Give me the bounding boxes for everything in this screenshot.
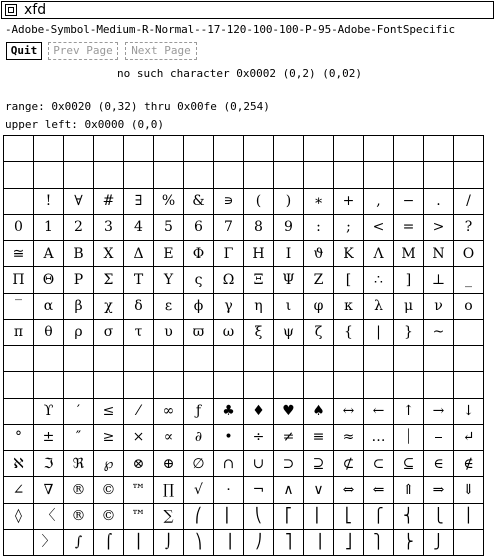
glyph-cell[interactable]: 3 [94, 215, 124, 241]
glyph-cell[interactable]: Χ [94, 241, 124, 267]
glyph-cell[interactable] [94, 372, 124, 398]
glyph-cell[interactable] [64, 372, 94, 398]
glyph-cell[interactable]: ¬ [244, 477, 274, 503]
glyph-cell[interactable]: ↓ [454, 399, 484, 425]
glyph-cell[interactable] [4, 399, 34, 425]
glyph-cell[interactable]: τ [124, 320, 154, 346]
glyph-cell[interactable]: ⎭ [424, 530, 454, 556]
glyph-cell[interactable]: θ [34, 320, 64, 346]
glyph-cell[interactable] [394, 372, 424, 398]
glyph-cell[interactable] [304, 136, 334, 162]
font-name-label: -Adobe-Symbol-Medium-R-Normal--17-120-100-100-P-95-Adobe-FontSpecific [5, 23, 456, 36]
glyph-cell[interactable]: / [454, 189, 484, 215]
glyph-cell[interactable]: 5 [154, 215, 184, 241]
glyph-cell[interactable]: Υ [154, 267, 184, 293]
glyph-cell[interactable] [64, 346, 94, 372]
glyph-cell[interactable] [214, 346, 244, 372]
glyph-cell[interactable]: ⎣ [334, 504, 364, 530]
glyph-cell[interactable]: ! [34, 189, 64, 215]
glyph-cell[interactable]: ~ [424, 320, 454, 346]
glyph-cell[interactable]: ν [424, 294, 454, 320]
glyph-cell[interactable]: δ [124, 294, 154, 320]
glyph-cell[interactable]: ⌠ [94, 530, 124, 556]
glyph-cell[interactable]: × [124, 425, 154, 451]
glyph-cell[interactable] [124, 372, 154, 398]
glyph-cell[interactable]: ± [34, 425, 64, 451]
glyph-cell[interactable] [4, 530, 34, 556]
glyph-cell[interactable]: 6 [184, 215, 214, 241]
glyph-cell[interactable]: ⏐ [394, 425, 424, 451]
glyph-cell[interactable]: ⁄ [124, 399, 154, 425]
glyph-cell[interactable]: ∅ [184, 451, 214, 477]
glyph-cell[interactable]: Η [244, 241, 274, 267]
glyph-cell[interactable] [454, 136, 484, 162]
glyph-cell[interactable]: ϕ [184, 294, 214, 320]
glyph-cell[interactable]: μ [394, 294, 424, 320]
glyph-cell[interactable]: Π [4, 267, 34, 293]
glyph-cell[interactable]: ζ [304, 320, 334, 346]
glyph-cell[interactable]: ∍ [214, 189, 244, 215]
glyph-cell[interactable]: 8 [244, 215, 274, 241]
glyph-cell[interactable]: ™ [124, 477, 154, 503]
glyph-cell[interactable]: > [424, 215, 454, 241]
glyph-cell[interactable]: ϖ [184, 320, 214, 346]
glyph-cell[interactable]: ⊇ [304, 451, 334, 477]
glyph-cell[interactable] [454, 530, 484, 556]
glyph-cell[interactable] [94, 162, 124, 188]
glyph-cell[interactable]: ⎤ [274, 530, 304, 556]
glyph-cell[interactable] [94, 346, 124, 372]
glyph-cell[interactable]: Ψ [274, 267, 304, 293]
glyph-cell[interactable] [424, 162, 454, 188]
glyph-cell[interactable] [4, 372, 34, 398]
glyph-cell[interactable]: Δ [124, 241, 154, 267]
glyph-cell[interactable]: ϑ [304, 241, 334, 267]
glyph-cell[interactable] [244, 162, 274, 188]
glyph-cell[interactable] [4, 136, 34, 162]
glyph-cell[interactable]: ⎥ [304, 530, 334, 556]
glyph-cell[interactable]: ⎫ [364, 530, 394, 556]
glyph-cell[interactable]: ⎡ [274, 504, 304, 530]
range-label: range: 0x0020 (0,32) thru 0x00fe (0,254) [5, 100, 270, 113]
prev-page-button[interactable]: Prev Page [48, 42, 118, 60]
glyph-cell[interactable]: … [364, 425, 394, 451]
glyph-cell[interactable] [154, 136, 184, 162]
glyph-cell[interactable]: ″ [64, 425, 94, 451]
glyph-cell[interactable]: Τ [124, 267, 154, 293]
glyph-cell[interactable]: ; [334, 215, 364, 241]
glyph-cell[interactable]: ◊ [4, 504, 34, 530]
glyph-cell[interactable]: ξ [244, 320, 274, 346]
glyph-cell[interactable]: Φ [184, 241, 214, 267]
glyph-cell[interactable] [304, 372, 334, 398]
glyph-cell[interactable] [34, 346, 64, 372]
glyph-cell[interactable]: ⌡ [154, 530, 184, 556]
glyph-cell[interactable]: σ [94, 320, 124, 346]
glyph-cell[interactable]: ♣ [214, 399, 244, 425]
glyph-cell[interactable]: & [184, 189, 214, 215]
glyph-cell[interactable]: ∈ [424, 451, 454, 477]
glyph-cell[interactable] [184, 372, 214, 398]
glyph-cell[interactable]: Θ [34, 267, 64, 293]
glyph-cell[interactable] [154, 372, 184, 398]
glyph-cell[interactable] [184, 346, 214, 372]
glyph-cell[interactable]: ⇐ [364, 477, 394, 503]
glyph-cell[interactable] [4, 346, 34, 372]
glyph-cell[interactable] [4, 162, 34, 188]
glyph-cell[interactable]: ℘ [94, 451, 124, 477]
glyph-cell[interactable]: ℜ [64, 451, 94, 477]
glyph-cell[interactable]: Ι [274, 241, 304, 267]
glyph-cell[interactable]: 2 [64, 215, 94, 241]
glyph-cell[interactable] [274, 162, 304, 188]
glyph-cell[interactable]: ≈ [334, 425, 364, 451]
glyph-cell[interactable] [394, 162, 424, 188]
glyph-cell[interactable] [34, 162, 64, 188]
glyph-cell[interactable]: ρ [64, 320, 94, 346]
glyph-cell[interactable]: ⎦ [334, 530, 364, 556]
glyph-cell[interactable]: ς [184, 267, 214, 293]
glyph-cell[interactable]: ↑ [394, 399, 424, 425]
glyph-cell[interactable]: ∝ [154, 425, 184, 451]
glyph-cell[interactable]: ⇑ [394, 477, 424, 503]
glyph-cell[interactable] [94, 136, 124, 162]
glyph-cell[interactable] [214, 136, 244, 162]
glyph-cell[interactable]: Α [34, 241, 64, 267]
glyph-cell[interactable]: Ω [214, 267, 244, 293]
glyph-cell[interactable]: ∃ [124, 189, 154, 215]
glyph-cell[interactable]: α [34, 294, 64, 320]
glyph-cell[interactable]: ⇓ [454, 477, 484, 503]
glyph-cell[interactable]: ⊃ [274, 451, 304, 477]
glyph-cell[interactable]: ↵ [454, 425, 484, 451]
glyph-cell[interactable] [214, 372, 244, 398]
glyph-cell[interactable]: ⊗ [124, 451, 154, 477]
glyph-cell[interactable]: ⎢ [304, 504, 334, 530]
glyph-cell[interactable]: + [334, 189, 364, 215]
glyph-cell[interactable] [124, 346, 154, 372]
glyph-cell[interactable]: Ε [154, 241, 184, 267]
glyph-cell[interactable] [364, 162, 394, 188]
glyph-cell[interactable]: β [64, 294, 94, 320]
glyph-cell[interactable]: Ο [454, 241, 484, 267]
glyph-cell[interactable]: ι [274, 294, 304, 320]
glyph-cell[interactable]: ⎜ [214, 504, 244, 530]
glyph-cell[interactable]: ♠ [304, 399, 334, 425]
glyph-cell[interactable]: ∞ [154, 399, 184, 425]
glyph-cell[interactable]: Ν [424, 241, 454, 267]
glyph-cell[interactable]: # [94, 189, 124, 215]
glyph-cell[interactable] [124, 162, 154, 188]
glyph-cell[interactable] [4, 189, 34, 215]
glyph-cell[interactable]: ≅ [4, 241, 34, 267]
glyph-cell[interactable]: < [364, 215, 394, 241]
glyph-cell[interactable] [274, 346, 304, 372]
title-bar[interactable] [1, 1, 494, 19]
glyph-cell[interactable]: ∏ [154, 477, 184, 503]
glyph-cell[interactable]: ≤ [94, 399, 124, 425]
glyph-cell[interactable]: _ [454, 267, 484, 293]
glyph-cell[interactable]: ∗ [304, 189, 334, 215]
glyph-cell[interactable] [304, 346, 334, 372]
glyph-cell[interactable] [424, 136, 454, 162]
glyph-cell[interactable]: π [4, 320, 34, 346]
glyph-cell[interactable] [154, 162, 184, 188]
glyph-cell[interactable]: ∨ [304, 477, 334, 503]
glyph-cell[interactable]: { [334, 320, 364, 346]
glyph-cell[interactable]: ) [274, 189, 304, 215]
glyph-cell[interactable]: Κ [334, 241, 364, 267]
glyph-cell[interactable]: √ [184, 477, 214, 503]
glyph-cell[interactable]: ′ [64, 399, 94, 425]
glyph-cell[interactable]: ψ [274, 320, 304, 346]
glyph-cell[interactable]: ← [364, 399, 394, 425]
glyph-cell[interactable]: ? [454, 215, 484, 241]
glyph-cell[interactable] [244, 346, 274, 372]
glyph-cell[interactable]: ⎞ [184, 530, 214, 556]
glyph-cell[interactable]: ⊄ [334, 451, 364, 477]
glyph-cell[interactable] [424, 346, 454, 372]
glyph-cell[interactable]: ℵ [4, 451, 34, 477]
glyph-cell[interactable]: ƒ [184, 399, 214, 425]
glyph-cell[interactable]: ↔ [334, 399, 364, 425]
glyph-cell[interactable]: 0 [4, 215, 34, 241]
glyph-cell[interactable]: ∂ [184, 425, 214, 451]
glyph-cell[interactable]: 〉 [34, 530, 64, 556]
glyph-cell[interactable]: ο [454, 294, 484, 320]
glyph-cell[interactable]: Ξ [244, 267, 274, 293]
glyph-cell[interactable]: ® [64, 477, 94, 503]
glyph-cell[interactable]: ⎬ [394, 530, 424, 556]
glyph-cell[interactable]: ⊕ [154, 451, 184, 477]
glyph-cell[interactable]: ⋅ [214, 477, 244, 503]
glyph-cell[interactable]: ♦ [244, 399, 274, 425]
glyph-cell[interactable]: ∫ [64, 530, 94, 556]
glyph-cell[interactable]: ∇ [34, 477, 64, 503]
glyph-cell[interactable]: [ [334, 267, 364, 293]
glyph-cell[interactable]: ° [4, 425, 34, 451]
glyph-cell[interactable]: 9 [274, 215, 304, 241]
window-menu-icon[interactable] [5, 4, 17, 16]
glyph-cell[interactable] [274, 136, 304, 162]
glyph-cell[interactable]: ⎪ [454, 504, 484, 530]
glyph-cell[interactable] [334, 162, 364, 188]
glyph-cell[interactable]: = [394, 215, 424, 241]
glyph-cell[interactable]: © [94, 477, 124, 503]
glyph-cell[interactable]: | [364, 320, 394, 346]
glyph-cell[interactable]: 4 [124, 215, 154, 241]
glyph-cell[interactable]: ⊆ [394, 451, 424, 477]
glyph-cell[interactable] [364, 346, 394, 372]
glyph-cell[interactable]: ⇒ [424, 477, 454, 503]
glyph-cell[interactable]: Β [64, 241, 94, 267]
glyph-cell[interactable]: ϒ [34, 399, 64, 425]
glyph-cell[interactable] [244, 136, 274, 162]
glyph-cell[interactable]: Σ [94, 267, 124, 293]
glyph-cell[interactable]: ( [244, 189, 274, 215]
glyph-cell[interactable]: ≡ [304, 425, 334, 451]
glyph-cell[interactable] [334, 136, 364, 162]
glyph-cell[interactable] [244, 372, 274, 398]
glyph-cell[interactable]: ∧ [274, 477, 304, 503]
glyph-cell[interactable]: ⎠ [244, 530, 274, 556]
glyph-cell[interactable] [364, 136, 394, 162]
glyph-cell[interactable]: ≠ [274, 425, 304, 451]
glyph-cell[interactable]: . [424, 189, 454, 215]
glyph-cell[interactable]: ™ [124, 504, 154, 530]
glyph-cell[interactable]: ⇔ [334, 477, 364, 503]
glyph-cell[interactable]: ∉ [454, 451, 484, 477]
glyph-cell[interactable]: ℑ [34, 451, 64, 477]
glyph-cell[interactable]: − [394, 189, 424, 215]
glyph-cell[interactable] [304, 162, 334, 188]
glyph-cell[interactable] [364, 372, 394, 398]
glyph-cell[interactable]: ⊂ [364, 451, 394, 477]
glyph-cell[interactable] [34, 136, 64, 162]
glyph-cell[interactable] [454, 320, 484, 346]
glyph-cell[interactable] [334, 372, 364, 398]
glyph-cell[interactable] [454, 162, 484, 188]
quit-button[interactable]: Quit [6, 42, 42, 60]
glyph-cell[interactable]: ] [394, 267, 424, 293]
glyph-cell[interactable]: ω [214, 320, 244, 346]
glyph-cell[interactable]: ∴ [364, 267, 394, 293]
glyph-cell[interactable]: ⎟ [214, 530, 244, 556]
glyph-cell[interactable] [154, 346, 184, 372]
glyph-cell[interactable]: Λ [364, 241, 394, 267]
glyph-cell[interactable]: : [304, 215, 334, 241]
glyph-cell[interactable]: 1 [34, 215, 64, 241]
glyph-cell[interactable]: Ζ [304, 267, 334, 293]
glyph-cell[interactable]: Μ [394, 241, 424, 267]
glyph-cell[interactable] [64, 162, 94, 188]
glyph-cell[interactable]: ⎛ [184, 504, 214, 530]
glyph-cell[interactable]: ÷ [244, 425, 274, 451]
glyph-cell[interactable] [334, 346, 364, 372]
glyph-cell[interactable]: } [394, 320, 424, 346]
next-page-button[interactable]: Next Page [125, 42, 197, 60]
glyph-cell[interactable] [424, 372, 454, 398]
glyph-cell[interactable]: ε [154, 294, 184, 320]
glyph-cell[interactable]: % [154, 189, 184, 215]
glyph-cell[interactable]: κ [334, 294, 364, 320]
glyph-cell[interactable] [394, 346, 424, 372]
glyph-cell[interactable]: © [94, 504, 124, 530]
glyph-cell[interactable]: λ [364, 294, 394, 320]
glyph-cell[interactable] [214, 162, 244, 188]
glyph-cell[interactable]: ® [64, 504, 94, 530]
glyph-cell[interactable]: ⎮ [124, 530, 154, 556]
glyph-cell[interactable]: • [214, 425, 244, 451]
glyph-cell[interactable] [124, 136, 154, 162]
glyph-cell[interactable]: ∀ [64, 189, 94, 215]
glyph-cell[interactable] [184, 162, 214, 188]
glyph-cell[interactable]: ♥ [274, 399, 304, 425]
glyph-cell[interactable]: ∩ [214, 451, 244, 477]
glyph-cell[interactable]: ‾ [4, 294, 34, 320]
glyph-cell[interactable]: γ [214, 294, 244, 320]
glyph-cell[interactable]: , [364, 189, 394, 215]
glyph-cell[interactable]: η [244, 294, 274, 320]
glyph-cell[interactable]: 7 [214, 215, 244, 241]
glyph-cell[interactable] [274, 372, 304, 398]
glyph-cell[interactable]: ⎧ [364, 504, 394, 530]
glyph-cell[interactable] [394, 136, 424, 162]
glyph-cell[interactable] [454, 372, 484, 398]
glyph-cell[interactable]: υ [154, 320, 184, 346]
glyph-cell[interactable]: ⎨ [394, 504, 424, 530]
glyph-cell[interactable]: ⊥ [424, 267, 454, 293]
glyph-cell[interactable] [454, 346, 484, 372]
character-grid [3, 135, 484, 556]
glyph-cell[interactable]: Γ [214, 241, 244, 267]
glyph-cell[interactable]: ⎝ [244, 504, 274, 530]
glyph-cell[interactable]: ∪ [244, 451, 274, 477]
glyph-cell[interactable]: ∑ [154, 504, 184, 530]
glyph-cell[interactable]: Ρ [64, 267, 94, 293]
glyph-cell[interactable]: ⎩ [424, 504, 454, 530]
glyph-cell[interactable]: ⎯ [424, 425, 454, 451]
window-title: xfd [24, 2, 47, 18]
glyph-cell[interactable]: χ [94, 294, 124, 320]
glyph-cell[interactable] [34, 372, 64, 398]
glyph-cell[interactable]: ≥ [94, 425, 124, 451]
glyph-cell[interactable]: → [424, 399, 454, 425]
glyph-cell[interactable]: ∠ [4, 477, 34, 503]
status-message: no such character 0x0002 (0,2) (0,02) [117, 67, 363, 80]
glyph-cell[interactable]: 〈 [34, 504, 64, 530]
glyph-cell[interactable] [64, 136, 94, 162]
glyph-cell[interactable]: φ [304, 294, 334, 320]
glyph-cell[interactable] [184, 136, 214, 162]
upper-left-label: upper left: 0x0000 (0,0) [5, 118, 164, 131]
